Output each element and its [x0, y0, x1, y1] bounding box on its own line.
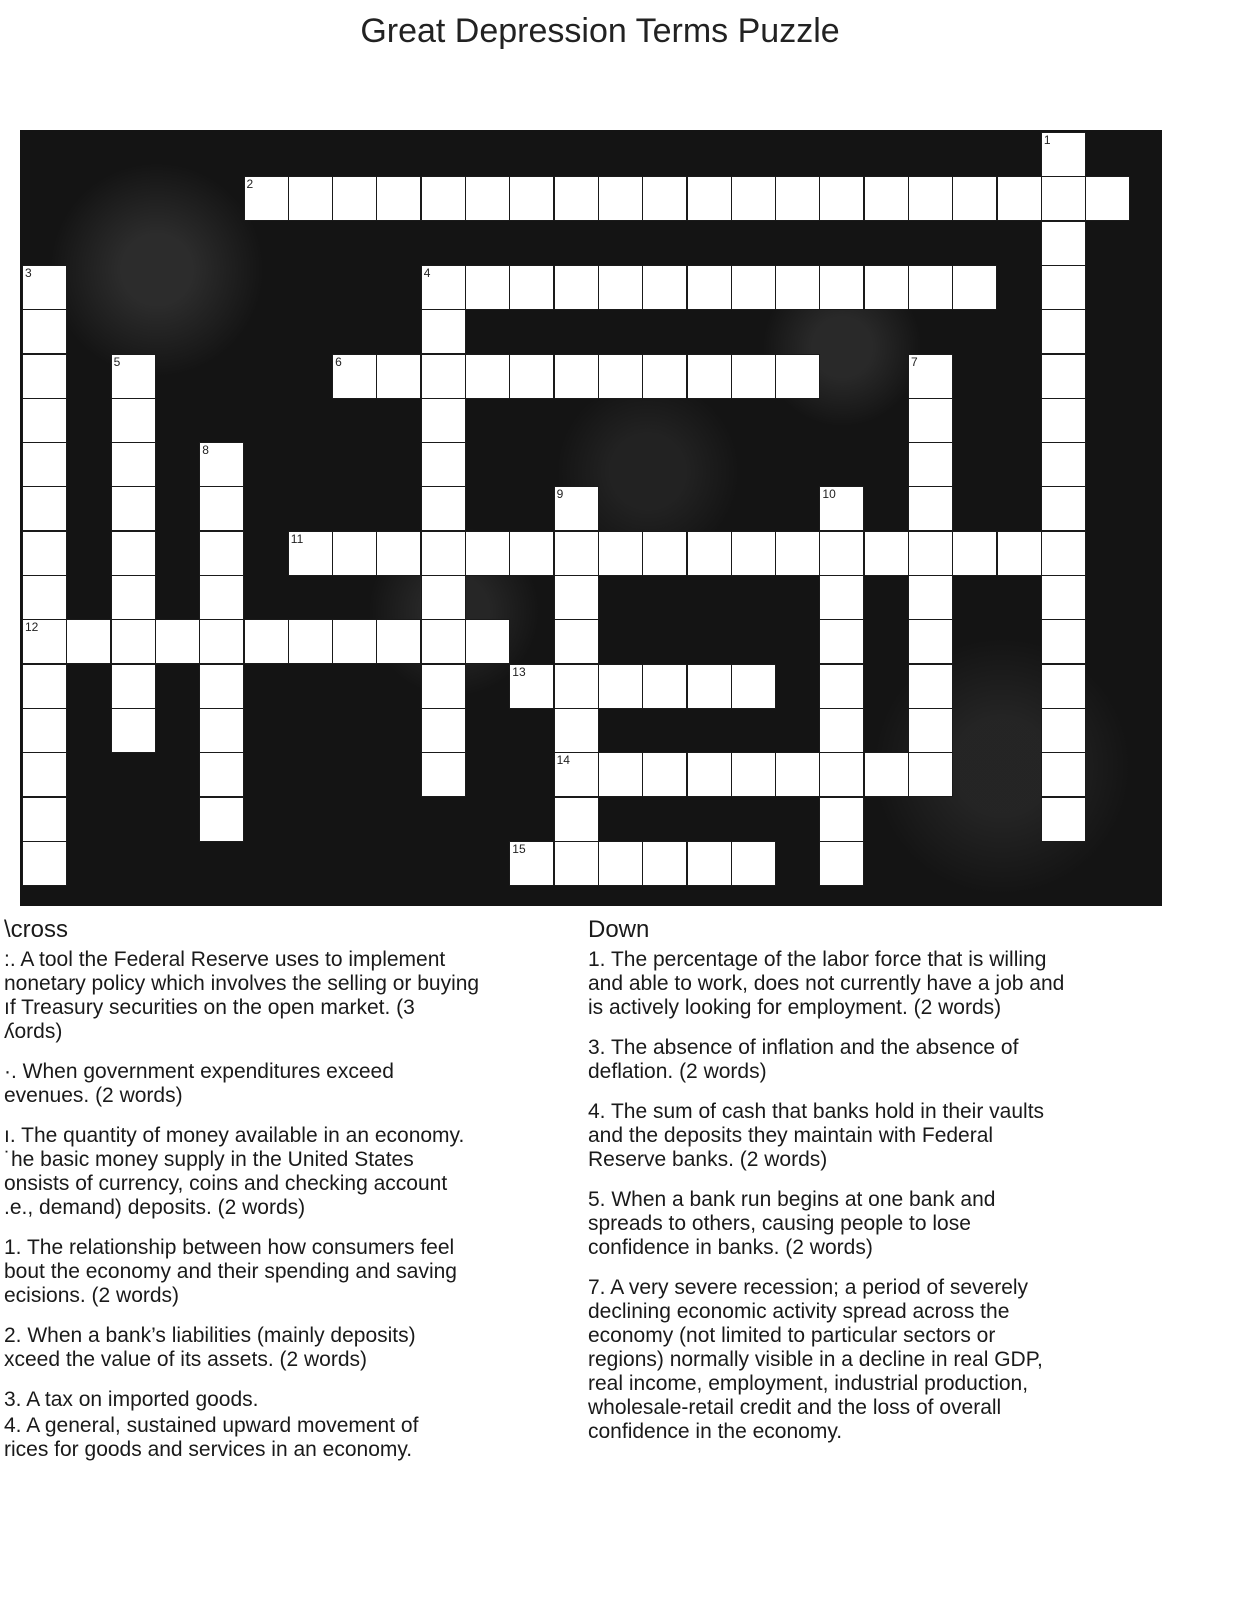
- clue-number: 15: [512, 841, 526, 856]
- grid-cell[interactable]: [111, 398, 156, 443]
- grid-cell[interactable]: [421, 619, 466, 664]
- grid-cell[interactable]: [642, 752, 687, 797]
- grid-cell[interactable]: [244, 176, 289, 221]
- grid-cell[interactable]: [1041, 398, 1086, 443]
- grid-cell[interactable]: [111, 354, 156, 399]
- grid-cell[interactable]: [598, 752, 643, 797]
- grid-cell[interactable]: [465, 531, 510, 576]
- grid-cell[interactable]: [819, 176, 864, 221]
- grid-cell[interactable]: [1041, 531, 1086, 576]
- clue-number: 5: [113, 354, 121, 369]
- grid-cell[interactable]: [1041, 132, 1086, 177]
- grid-cell[interactable]: [554, 575, 599, 620]
- grid-cell[interactable]: [376, 176, 421, 221]
- grid-cell[interactable]: [598, 664, 643, 709]
- grid-cell[interactable]: [687, 841, 732, 886]
- grid-cell[interactable]: [642, 531, 687, 576]
- grid-cell[interactable]: [731, 664, 776, 709]
- down-clue-3: 3. The absence of inflation and the absence of deflation. (2 words): [588, 1036, 1019, 1083]
- grid-cell[interactable]: [731, 176, 776, 221]
- grid-cell[interactable]: [554, 354, 599, 399]
- across-clue-4: ·. When government expenditures exceed evenues. (2 words): [4, 1060, 394, 1107]
- grid-cell[interactable]: [22, 309, 67, 354]
- grid-cell[interactable]: [509, 841, 554, 886]
- down-clue-1: 1. The percentage of the labor force that is willing and able to work, does not currently have a job and is actively looking for employment. (2 words): [588, 948, 1065, 1019]
- across-clues: [4, 918, 574, 1478]
- clue-number: 4: [423, 265, 431, 280]
- across-clue-6: ı. The quantity of money available in an economy. ˙he basic money supply in the United States onsists of currency, coins and checking account .e., demand) deposits. (2 words): [4, 1124, 465, 1219]
- grid-cell[interactable]: [775, 354, 820, 399]
- grid-cell[interactable]: [199, 708, 244, 753]
- grid-cell[interactable]: [554, 841, 599, 886]
- grid-cell[interactable]: [642, 176, 687, 221]
- grid-cell[interactable]: [775, 265, 820, 310]
- grid-cell[interactable]: [421, 708, 466, 753]
- grid-cell[interactable]: [421, 176, 466, 221]
- grid-cell[interactable]: [687, 531, 732, 576]
- grid-cell[interactable]: [22, 531, 67, 576]
- grid-cell[interactable]: [111, 575, 156, 620]
- grid-cell[interactable]: [819, 486, 864, 531]
- grid-cell[interactable]: [554, 664, 599, 709]
- grid-cell[interactable]: [22, 619, 67, 664]
- grid-cell[interactable]: [66, 619, 111, 664]
- grid-cell[interactable]: [554, 752, 599, 797]
- grid-cell[interactable]: [731, 265, 776, 310]
- grid-cell[interactable]: [908, 398, 953, 443]
- down-clue-7: 7. A very severe recession; a period of severely declining economic activity spread across the economy (not limited to particular sectors or regions) normally visible in a decline in real GDP, real income, employment, industrial production, wholesale-retail credit and the loss of overall confidence in the economy.: [588, 1276, 1043, 1443]
- grid-cell[interactable]: [864, 176, 909, 221]
- grid-cell[interactable]: [22, 575, 67, 620]
- grid-cell[interactable]: [908, 752, 953, 797]
- grid-cell[interactable]: [731, 752, 776, 797]
- grid-cell[interactable]: [22, 752, 67, 797]
- grid-cell[interactable]: [155, 619, 200, 664]
- grid-cell[interactable]: [111, 531, 156, 576]
- page-title: Great Depression Terms Puzzle: [360, 12, 840, 50]
- clue-number: 2: [246, 177, 254, 192]
- grid-cell[interactable]: [598, 265, 643, 310]
- grid-cell[interactable]: [421, 531, 466, 576]
- grid-cell[interactable]: [376, 619, 421, 664]
- down-clue-5: 5. When a bank run begins at one bank and spreads to others, causing people to lose confidence in banks. (2 words): [588, 1188, 996, 1259]
- grid-cell[interactable]: [819, 619, 864, 664]
- grid-cell[interactable]: [864, 531, 909, 576]
- clue-number: 14: [556, 753, 570, 768]
- grid-cell[interactable]: [731, 354, 776, 399]
- grid-cell[interactable]: [731, 841, 776, 886]
- grid-cell[interactable]: [332, 619, 377, 664]
- grid-cell[interactable]: [199, 531, 244, 576]
- grid-cell[interactable]: [332, 354, 377, 399]
- across-clue-13: 3. A tax on imported goods.: [4, 1388, 259, 1411]
- grid-cell[interactable]: [1041, 354, 1086, 399]
- grid-cell[interactable]: [908, 708, 953, 753]
- grid-cell[interactable]: [687, 354, 732, 399]
- grid-cell[interactable]: [288, 619, 333, 664]
- grid-cell[interactable]: [288, 176, 333, 221]
- across-clue-11: 1. The relationship between how consumers feel bout the economy and their spending and saving ecisions. (2 words): [4, 1236, 457, 1307]
- grid-cell[interactable]: [22, 354, 67, 399]
- across-clue-12: 2. When a bank’s liabilities (mainly deposits) xceed the value of its assets. (2 words): [4, 1324, 416, 1371]
- grid-cell[interactable]: [332, 176, 377, 221]
- clue-number: 10: [822, 487, 836, 502]
- grid-cell[interactable]: [465, 265, 510, 310]
- grid-cell[interactable]: [642, 354, 687, 399]
- grid-cell[interactable]: [22, 398, 67, 443]
- across-clue-14: 4. A general, sustained upward movement of rices for goods and services in an economy.: [4, 1414, 419, 1461]
- grid-cell[interactable]: [1085, 176, 1130, 221]
- grid-cell[interactable]: [1041, 708, 1086, 753]
- grid-cell[interactable]: [687, 664, 732, 709]
- grid-cell[interactable]: [598, 531, 643, 576]
- grid-cell[interactable]: [1041, 221, 1086, 266]
- grid-cell[interactable]: [22, 708, 67, 753]
- grid-cell[interactable]: [22, 797, 67, 842]
- grid-cell[interactable]: [111, 664, 156, 709]
- grid-cell[interactable]: [554, 486, 599, 531]
- grid-cell[interactable]: [864, 752, 909, 797]
- grid-cell[interactable]: [908, 486, 953, 531]
- grid-cell[interactable]: [952, 176, 997, 221]
- grid-cell[interactable]: [819, 797, 864, 842]
- grid-cell[interactable]: [908, 575, 953, 620]
- grid-cell[interactable]: [554, 531, 599, 576]
- grid-cell[interactable]: [908, 619, 953, 664]
- grid-cell[interactable]: [244, 619, 289, 664]
- grid-cell[interactable]: [509, 265, 554, 310]
- grid-cell[interactable]: [731, 531, 776, 576]
- grid-cell[interactable]: [1041, 575, 1086, 620]
- grid-cell[interactable]: [199, 797, 244, 842]
- grid-cell[interactable]: [819, 265, 864, 310]
- grid-cell[interactable]: [687, 176, 732, 221]
- grid-cell[interactable]: [819, 531, 864, 576]
- grid-cell[interactable]: [199, 752, 244, 797]
- grid-cell[interactable]: [554, 619, 599, 664]
- grid-cell[interactable]: [111, 486, 156, 531]
- grid-cell[interactable]: [509, 664, 554, 709]
- clue-number: 7: [911, 354, 918, 369]
- down-clues: [588, 918, 1148, 1460]
- grid-cell[interactable]: [908, 664, 953, 709]
- grid-cell[interactable]: [997, 531, 1042, 576]
- grid-cell[interactable]: [554, 797, 599, 842]
- clue-number: 6: [335, 354, 342, 369]
- grid-cell[interactable]: [421, 354, 466, 399]
- grid-cell[interactable]: [1041, 442, 1086, 487]
- grid-cell[interactable]: [642, 664, 687, 709]
- clue-number: 9: [556, 487, 564, 502]
- clue-number: 11: [290, 531, 304, 546]
- grid-cell[interactable]: [554, 708, 599, 753]
- grid-cell[interactable]: [421, 575, 466, 620]
- grid-cell[interactable]: [22, 442, 67, 487]
- grid-cell[interactable]: [1041, 619, 1086, 664]
- grid-cell[interactable]: [1041, 176, 1086, 221]
- grid-cell[interactable]: [509, 531, 554, 576]
- grid-cell[interactable]: [1041, 486, 1086, 531]
- grid-cell[interactable]: [421, 664, 466, 709]
- grid-cell[interactable]: [199, 664, 244, 709]
- grid-cell[interactable]: [819, 841, 864, 886]
- grid-cell[interactable]: [819, 664, 864, 709]
- grid-cell[interactable]: [111, 442, 156, 487]
- grid-cell[interactable]: [1041, 265, 1086, 310]
- grid-cell[interactable]: [22, 841, 67, 886]
- grid-cell[interactable]: [22, 265, 67, 310]
- grid-cell[interactable]: [908, 265, 953, 310]
- grid-cell[interactable]: [908, 442, 953, 487]
- grid-cell[interactable]: [376, 354, 421, 399]
- grid-cell[interactable]: [421, 398, 466, 443]
- across-heading: \cross: [4, 916, 69, 943]
- grid-cell[interactable]: [775, 531, 820, 576]
- grid-cell[interactable]: [376, 531, 421, 576]
- grid-cell[interactable]: [997, 176, 1042, 221]
- grid-cell[interactable]: [111, 619, 156, 664]
- grid-cell[interactable]: [199, 619, 244, 664]
- grid-cell[interactable]: [908, 354, 953, 399]
- grid-cell[interactable]: [642, 841, 687, 886]
- grid-cell[interactable]: [421, 309, 466, 354]
- grid-cell[interactable]: [687, 265, 732, 310]
- grid-cell[interactable]: [421, 486, 466, 531]
- grid-cell[interactable]: [864, 265, 909, 310]
- grid-cell[interactable]: [199, 486, 244, 531]
- grid-cell[interactable]: [908, 176, 953, 221]
- grid-cell[interactable]: [111, 708, 156, 753]
- grid-cell[interactable]: [642, 265, 687, 310]
- grid-cell[interactable]: [332, 531, 377, 576]
- grid-cell[interactable]: [1041, 797, 1086, 842]
- grid-cell[interactable]: [598, 354, 643, 399]
- grid-cell[interactable]: [509, 354, 554, 399]
- grid-cell[interactable]: [288, 531, 333, 576]
- grid-cell[interactable]: [908, 531, 953, 576]
- grid-cell[interactable]: [1041, 752, 1086, 797]
- grid-cell[interactable]: [199, 575, 244, 620]
- down-clue-4: 4. The sum of cash that banks hold in their vaults and the deposits they maintain with Federal Reserve banks. (2 words): [588, 1100, 1045, 1171]
- grid-cell[interactable]: [465, 354, 510, 399]
- clue-number: 13: [512, 664, 526, 679]
- grid-cell[interactable]: [598, 176, 643, 221]
- grid-cell[interactable]: [421, 752, 466, 797]
- grid-cell[interactable]: [465, 619, 510, 664]
- grid-cell[interactable]: [687, 752, 732, 797]
- grid-cell[interactable]: [22, 664, 67, 709]
- grid-cell[interactable]: [554, 265, 599, 310]
- grid-cell[interactable]: [509, 176, 554, 221]
- grid-cell[interactable]: [775, 752, 820, 797]
- grid-cell[interactable]: [22, 486, 67, 531]
- down-heading: Down: [588, 916, 650, 943]
- grid-cell[interactable]: [952, 265, 997, 310]
- grid-cell[interactable]: [1041, 309, 1086, 354]
- grid-cell[interactable]: [199, 442, 244, 487]
- crossword-grid: [20, 130, 1162, 906]
- grid-cell[interactable]: [598, 841, 643, 886]
- grid-cell[interactable]: [1041, 664, 1086, 709]
- across-clue-2: :. A tool the Federal Reserve uses to implement nonetary policy which involves the selling or buying ıf Treasury securities on the open market. (3 ʎords): [4, 948, 480, 1043]
- clue-number: 1: [1043, 133, 1051, 147]
- clue-number: 8: [202, 443, 209, 458]
- grid-cell[interactable]: [819, 752, 864, 797]
- grid-cell[interactable]: [819, 708, 864, 753]
- grid-cell[interactable]: [465, 176, 510, 221]
- grid-cell[interactable]: [421, 265, 466, 310]
- grid-cell[interactable]: [819, 575, 864, 620]
- grid-cell[interactable]: [775, 176, 820, 221]
- grid-cell[interactable]: [421, 442, 466, 487]
- grid-cell[interactable]: [554, 176, 599, 221]
- grid-cell[interactable]: [952, 531, 997, 576]
- clue-number: 12: [25, 620, 39, 635]
- clue-number: 3: [25, 265, 32, 280]
